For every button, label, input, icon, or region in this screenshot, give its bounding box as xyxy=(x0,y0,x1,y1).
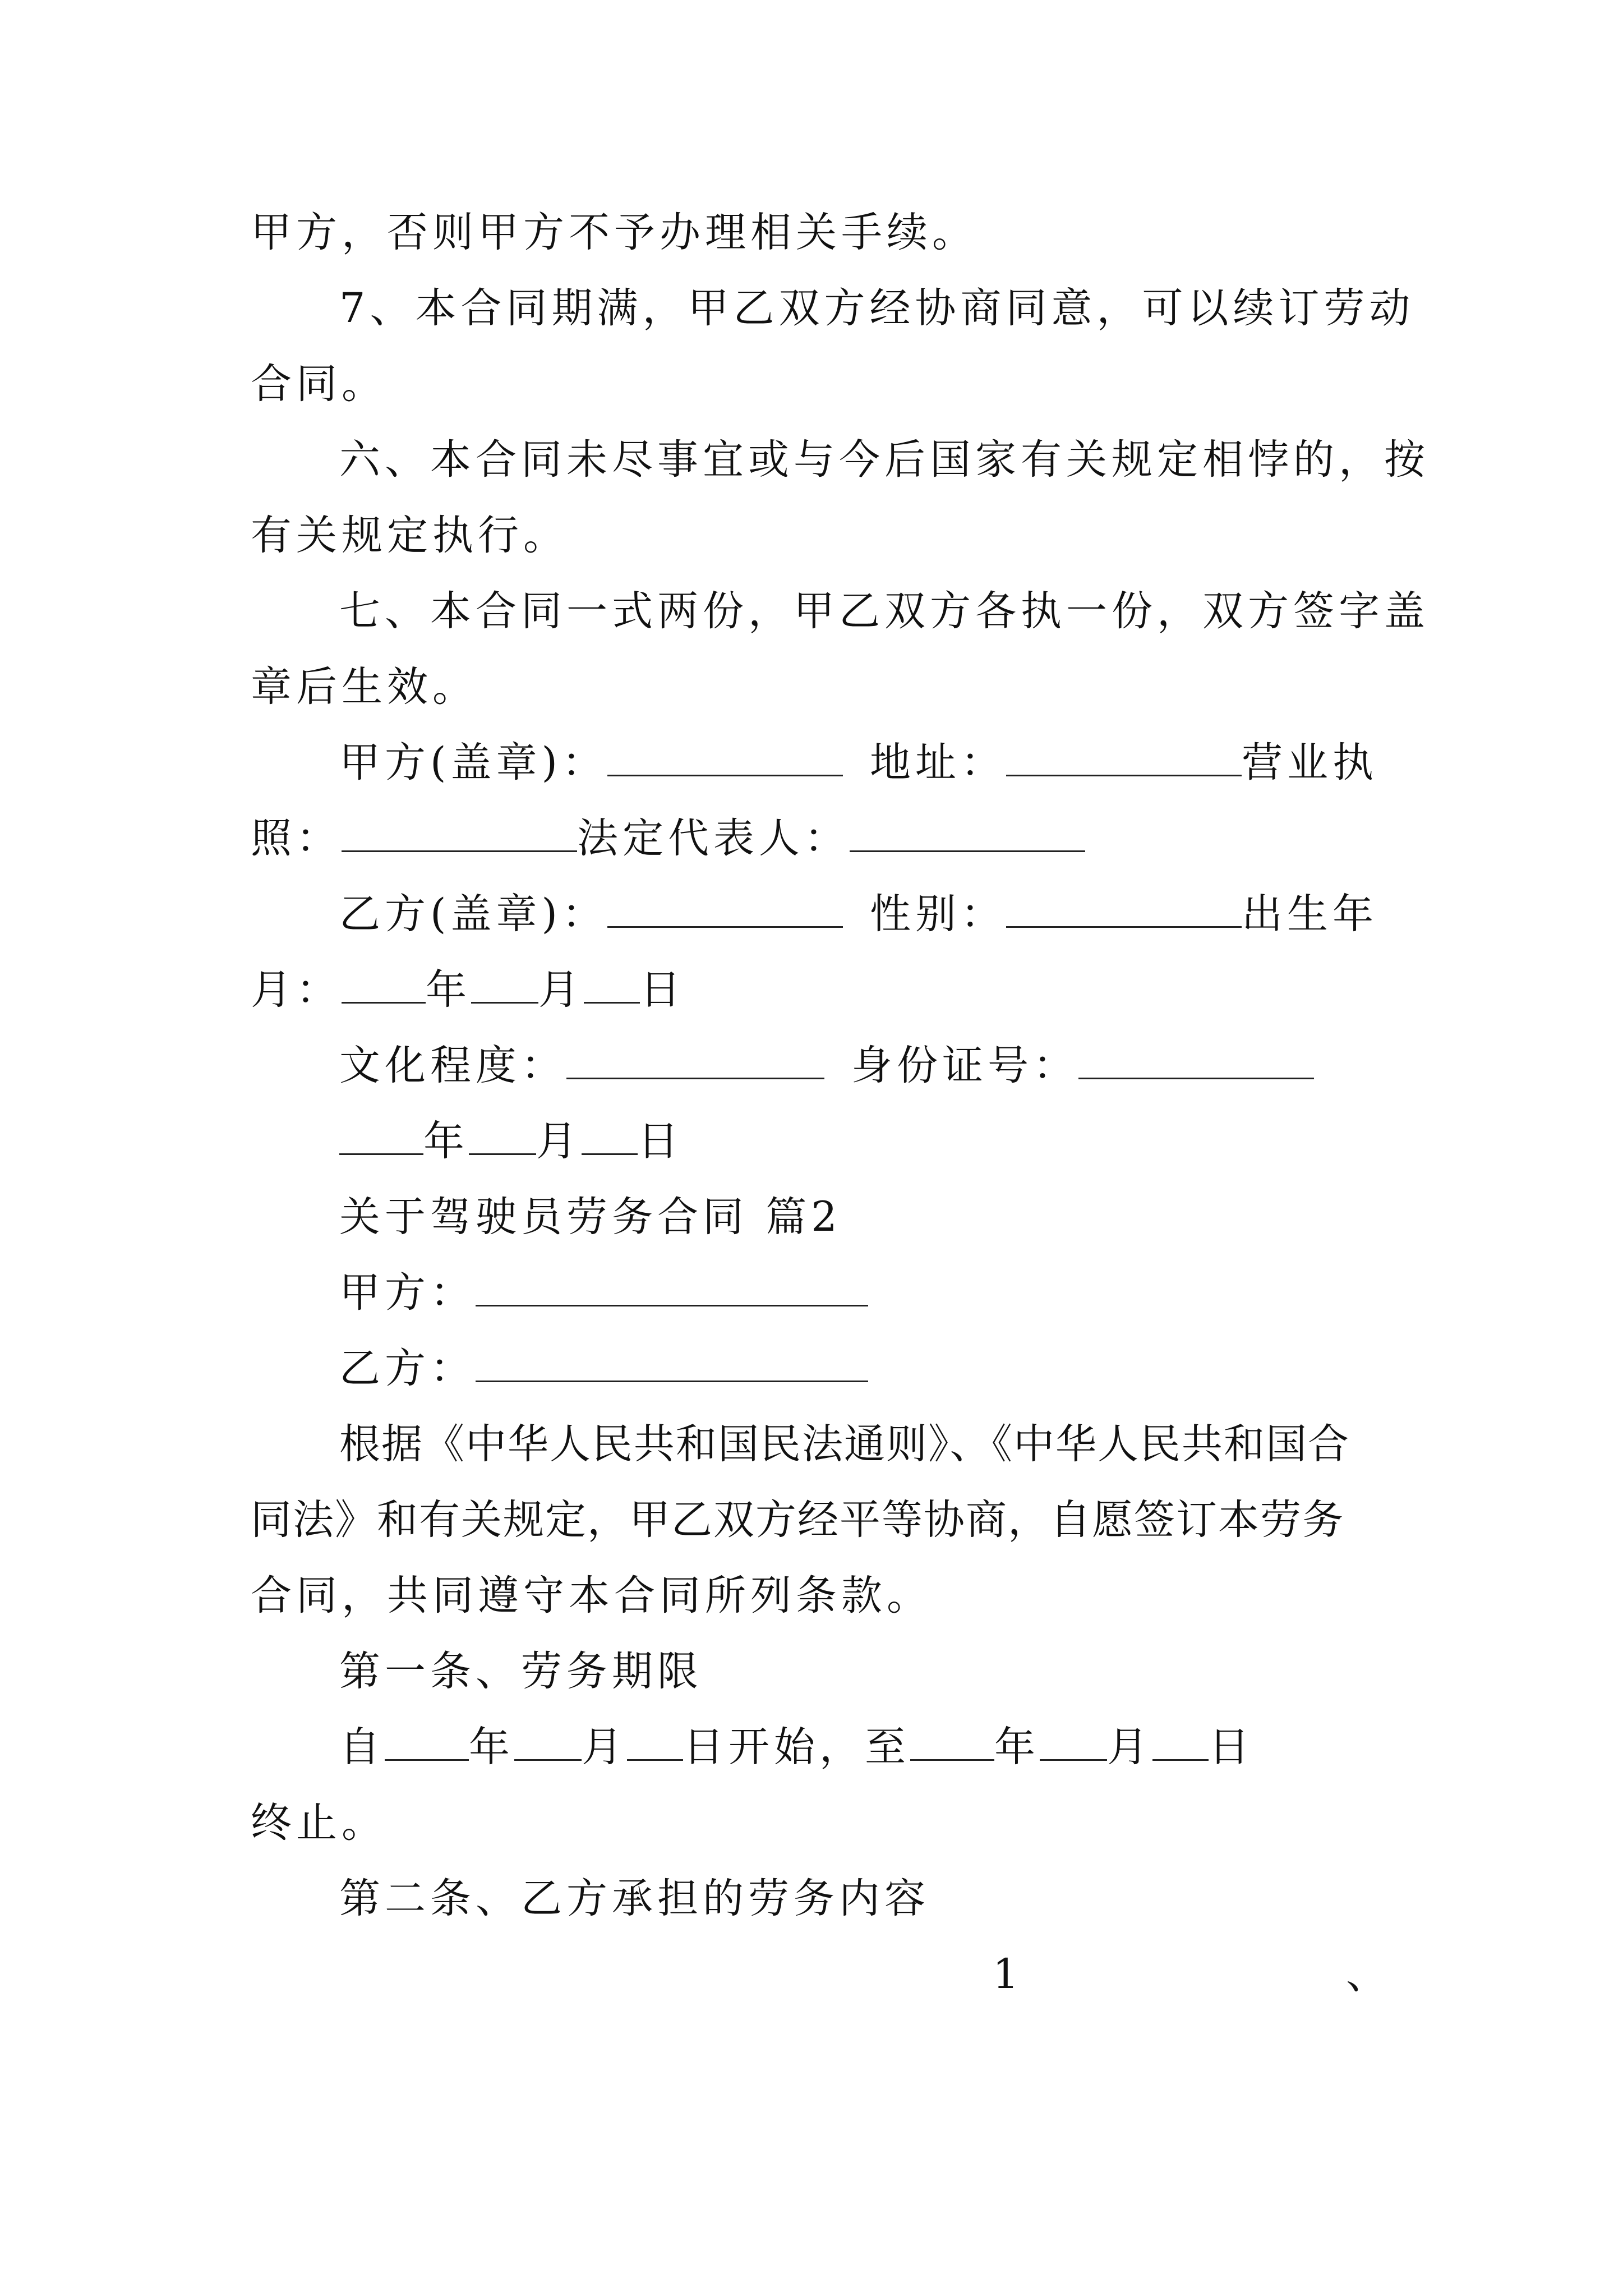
month-blank xyxy=(471,968,538,1004)
year-label: 年 xyxy=(423,1117,469,1165)
start-year-blank xyxy=(385,1726,469,1761)
date-line xyxy=(339,1114,1478,1170)
party-a-seal-label: 甲方(盖章)： xyxy=(339,739,607,786)
day-blank xyxy=(582,1120,638,1155)
term-from-label: 自 xyxy=(339,1723,385,1771)
text-line: 七、本合同一式两份，甲乙双方各执一份，双方签字盖 xyxy=(339,587,1430,635)
end-month-label: 月 xyxy=(1107,1723,1152,1771)
party-a-line xyxy=(339,1265,1478,1321)
year-blank xyxy=(342,968,426,1004)
birth-label-start: 出生年 xyxy=(1241,890,1378,938)
license-blank xyxy=(342,817,577,852)
party-b-line xyxy=(339,1341,1478,1397)
month-blank xyxy=(469,1120,536,1155)
year-label: 年 xyxy=(426,966,471,1014)
text-line: 合同，共同遵守本合同所列条款。 xyxy=(251,1572,932,1619)
party-a-blank xyxy=(476,1271,868,1306)
legal-rep-label: 法定代表人： xyxy=(577,815,850,862)
text-line: 甲方，否则甲方不予办理相关手续。 xyxy=(251,209,978,256)
text-line: 根据《中华人民共和国民法通则》、《中华人民共和国合 xyxy=(339,1420,1350,1468)
education-blank xyxy=(566,1044,824,1079)
party-a-seal-blank xyxy=(607,741,843,776)
article-heading: 第二条、乙方承担的劳务内容 xyxy=(339,1875,930,1922)
end-day-blank xyxy=(1152,1726,1209,1761)
sign-line-b xyxy=(339,886,1389,942)
start-year-label: 年 xyxy=(469,1723,514,1771)
day-label: 日 xyxy=(638,1117,683,1165)
page-number: 1 xyxy=(993,1950,1019,1998)
education-line xyxy=(339,1038,1478,1094)
start-day-blank xyxy=(627,1726,683,1761)
page-mark: 、 xyxy=(1346,1950,1387,1998)
birth-label-end: 月： xyxy=(251,966,342,1014)
birth-date-line xyxy=(251,962,1389,1018)
party-b-seal-label: 乙方(盖章)： xyxy=(339,890,607,938)
gender-label: 性别： xyxy=(869,890,1006,938)
sign-line-a xyxy=(339,735,1389,791)
education-label: 文化程度： xyxy=(339,1042,566,1089)
legal-rep-blank xyxy=(850,817,1085,852)
end-day-label: 日 xyxy=(1209,1723,1254,1771)
party-b-label: 乙方： xyxy=(339,1345,476,1392)
text-line: 同法》和有关规定，甲乙双方经平等协商，自愿签订本劳务 xyxy=(251,1496,1344,1544)
gender-blank xyxy=(1006,892,1242,928)
text-line: 六、本合同未尽事宜或与今后国家有关规定相悖的，按 xyxy=(339,436,1430,484)
id-number-blank xyxy=(1078,1044,1314,1079)
text-line: 终止。 xyxy=(251,1799,387,1847)
year-blank xyxy=(339,1120,423,1155)
id-number-label: 身份证号： xyxy=(851,1042,1078,1089)
day-label: 日 xyxy=(640,966,685,1014)
text-line: 7、本合同期满，甲乙双方经协商同意，可以续订劳动 xyxy=(339,284,1415,332)
section-heading: 关于驾驶员劳务合同 篇2 xyxy=(339,1193,842,1241)
start-day-label: 日开始，至 xyxy=(683,1723,910,1771)
sign-line-a2 xyxy=(251,811,1389,867)
text-line: 有关规定执行。 xyxy=(251,512,569,559)
address-label: 地址： xyxy=(869,739,1006,786)
term-line xyxy=(339,1719,1478,1775)
end-year-blank xyxy=(910,1726,994,1761)
month-label: 月 xyxy=(536,1117,582,1165)
text-line: 合同。 xyxy=(251,360,387,408)
end-year-label: 年 xyxy=(994,1723,1040,1771)
month-label: 月 xyxy=(538,966,584,1014)
license-label-start: 营业执 xyxy=(1241,739,1378,786)
article-heading: 第一条、劳务期限 xyxy=(339,1648,703,1695)
day-blank xyxy=(584,968,640,1004)
text-line: 章后生效。 xyxy=(251,663,478,711)
license-label-end: 照： xyxy=(251,815,342,862)
party-b-blank xyxy=(476,1347,868,1382)
start-month-label: 月 xyxy=(582,1723,627,1771)
address-blank xyxy=(1006,741,1242,776)
start-month-blank xyxy=(514,1726,582,1761)
party-a-label: 甲方： xyxy=(339,1269,476,1317)
party-b-seal-blank xyxy=(607,892,843,928)
end-month-blank xyxy=(1040,1726,1107,1761)
